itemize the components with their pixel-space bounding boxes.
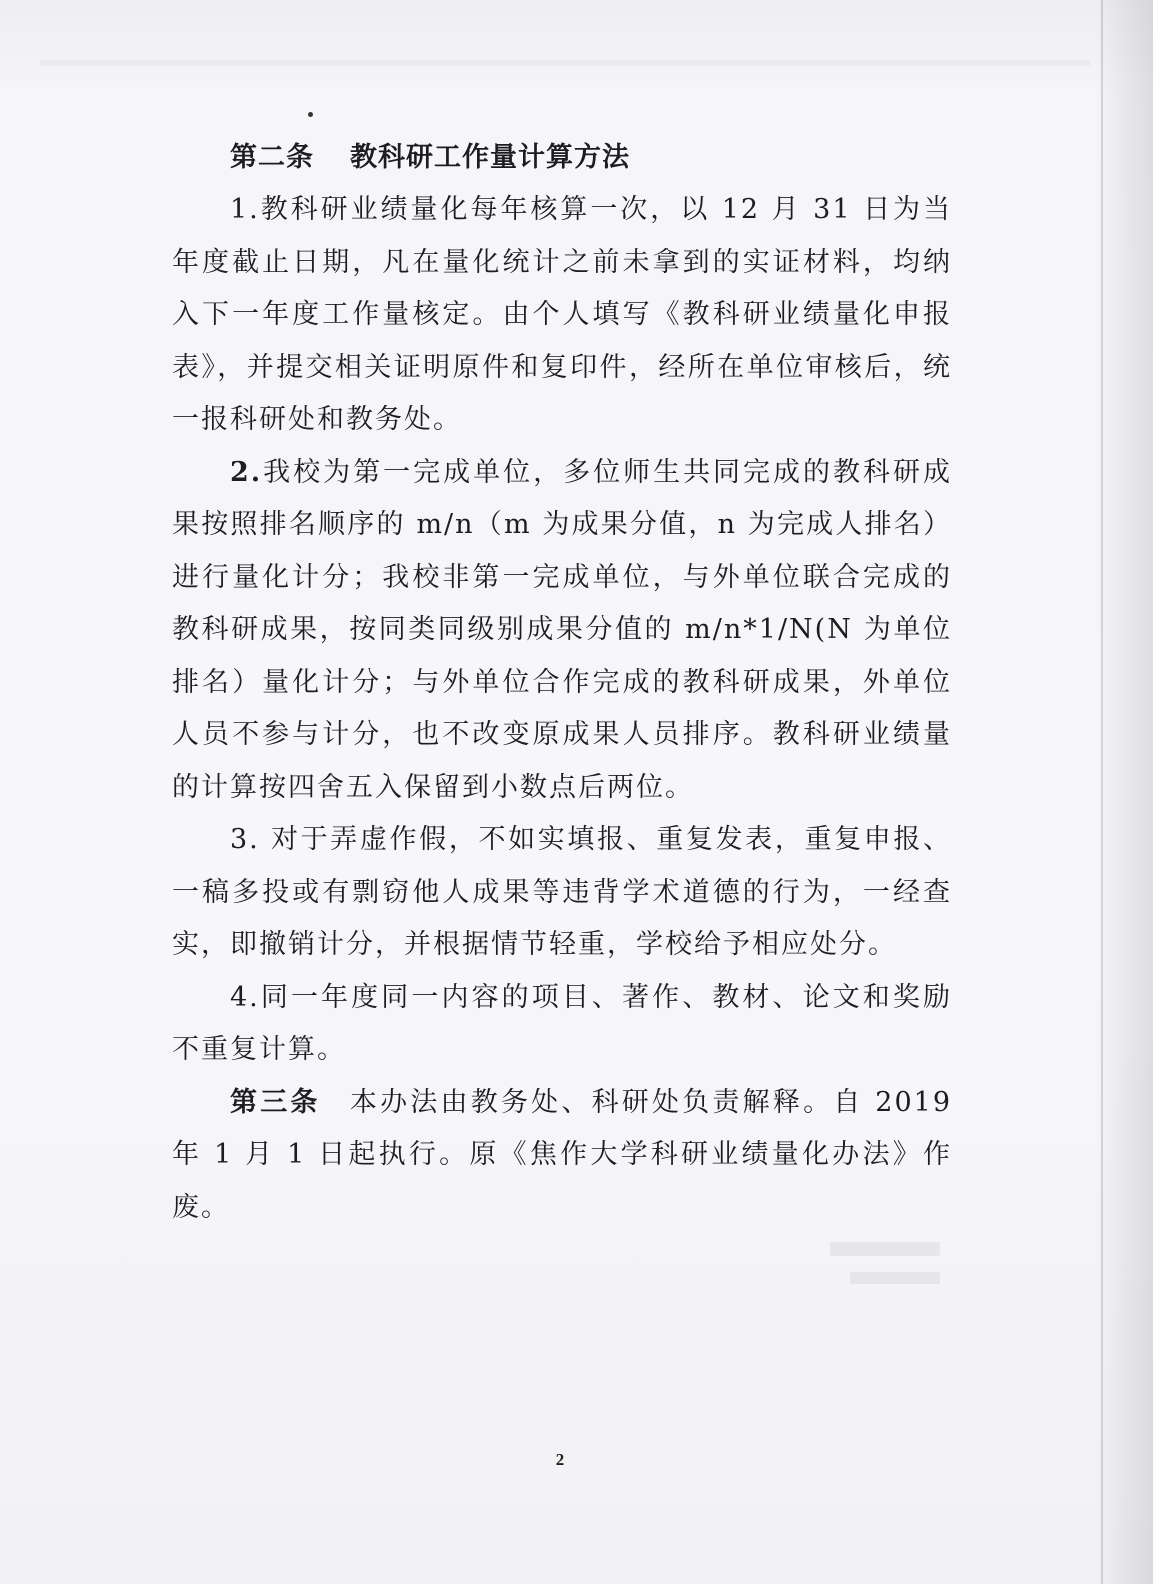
page-number: 2 xyxy=(555,1450,565,1469)
article-2-heading xyxy=(230,132,952,184)
clause-3 xyxy=(172,814,952,972)
clause-2-number: 2. xyxy=(230,456,263,488)
article-3-text: 本办法由教务处、科研处负责解释。自 2019 年 1 月 1 日起执行。原《焦作大学科研业绩量化办法》作废。 xyxy=(172,1086,953,1223)
scan-smudge xyxy=(40,60,1090,66)
article-2-title: 教科研工作量计算方法 xyxy=(350,142,630,173)
clause-3-number: 3. xyxy=(230,824,260,855)
stray-dot xyxy=(308,112,313,117)
clause-3-text: 对于弄虚作假，不如实填报、重复发表，重复申报、一稿多投或有剽窃他人成果等违背学术道德的行为，一经查实，即撤销计分，并根据情节轻重，学校给予相应处分。 xyxy=(172,824,953,960)
clause-1 xyxy=(172,184,952,447)
clause-4-number: 4. xyxy=(230,981,260,1013)
clause-2 xyxy=(172,447,952,815)
clause-2-text: 我校为第一完成单位，多位师生共同完成的教科研成果按照排名顺序的 m/n（m 为成果分值，n 为完成人排名）进行量化计分；我校非第一完成单位，与外单位联合完成的教科研成果，按同类同级别成果分值的 m/n*1/N(N 为单位排名）量化计分；与外单位合作完成的教科研成果，外单位人员不参与计分，也不改变原成果人员排序。教科研业绩量的计算按四舍五入保留到小数点后两位。 xyxy=(172,456,952,803)
article-3-label: 第三条 xyxy=(230,1086,321,1118)
faint-stamp-mark xyxy=(820,1232,960,1302)
article-3 xyxy=(172,1077,952,1235)
clause-1-text: 教科研业绩量化每年核算一次，以 12 月 31 日为当年度截止日期，凡在量化统计之前未拿到的实证材料，均纳入下一年度工作量核定。由个人填写《教科研业绩量化申报表》，并提交相关证明原件和复印件，经所在单位审核后，统一报科研处和教务处。 xyxy=(172,194,952,435)
document-body xyxy=(172,132,952,1234)
scan-edge-shadow xyxy=(1095,0,1153,1584)
scan-edge-line xyxy=(1101,0,1103,1584)
clause-1-number: 1. xyxy=(230,194,260,225)
article-2-label: 第二条 xyxy=(230,142,314,173)
clause-4-text: 同一年度同一内容的项目、著作、教材、论文和奖励不重复计算。 xyxy=(172,981,952,1065)
clause-4 xyxy=(172,972,952,1077)
